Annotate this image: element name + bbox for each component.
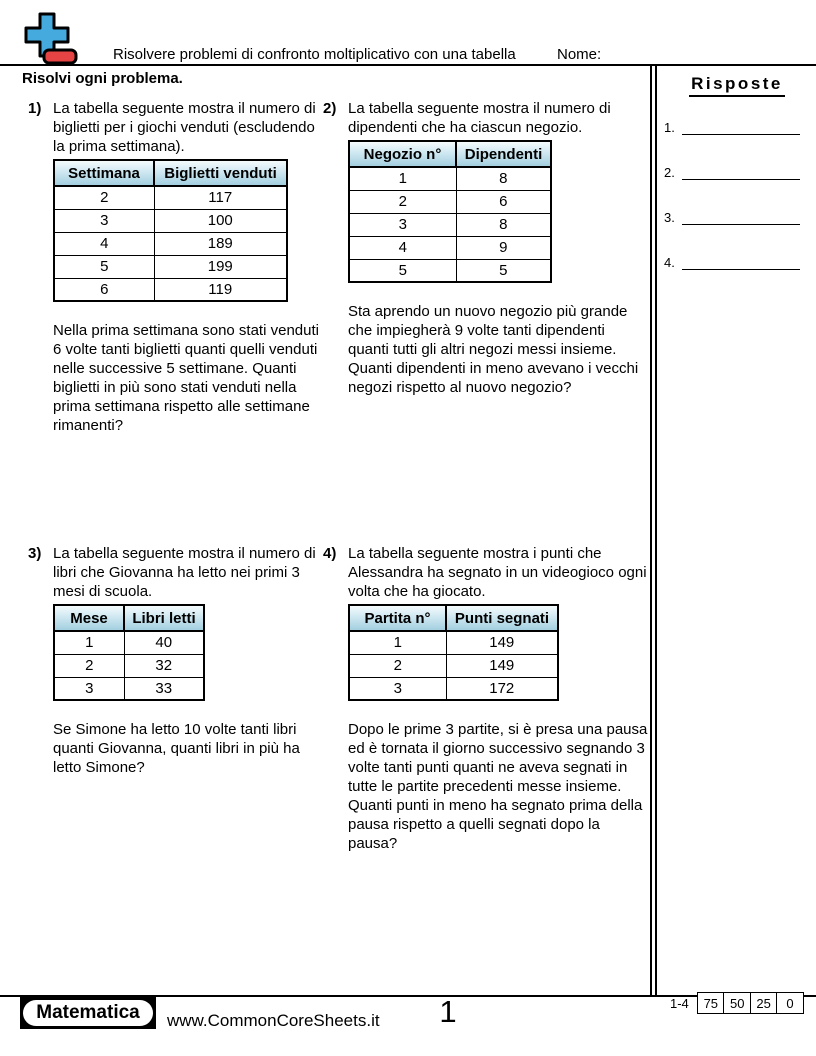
score-range-label: 1-4 <box>670 995 689 1011</box>
table-cell: 6 <box>54 278 154 301</box>
table-cell: 32 <box>124 654 204 677</box>
score-box-75: 75 <box>697 992 725 1014</box>
table-cell: 4 <box>349 236 456 259</box>
problem-1-question: Nella prima settimana sono stati venduti 6 volte tanti biglietti quanti quelli venduti nelle successive 5 settimane. Quanti biglietti in più sono stati venduti nella prima settimana rispetto alle settimane rimanenti? <box>53 322 319 434</box>
table-row <box>54 631 204 654</box>
table-cell: 1 <box>349 167 456 190</box>
problem-2-table <box>348 140 552 283</box>
table-cell: 189 <box>154 232 287 255</box>
problem-2 <box>323 99 648 397</box>
problem-1-intro: La tabella seguente mostra il numero di biglietti per i giochi venduti (escludendo la prima settimana). <box>53 100 316 155</box>
table-row <box>54 186 287 209</box>
table-cell: 119 <box>154 278 287 301</box>
brand-label: Matematica <box>23 1000 153 1026</box>
problem-2-number: 2) <box>323 100 337 117</box>
name-label: Nome: <box>557 46 602 63</box>
table-cell: 5 <box>349 259 456 282</box>
table-cell: 6 <box>456 190 551 213</box>
table-cell: 149 <box>446 631 558 654</box>
table-row <box>54 654 204 677</box>
table-header-row <box>54 160 287 186</box>
problem-1-table <box>53 159 288 302</box>
table-cell: 117 <box>154 186 287 209</box>
table-row <box>54 255 287 278</box>
table-header-row <box>349 605 558 631</box>
answer-item <box>664 180 814 225</box>
table-cell: 2 <box>54 186 154 209</box>
problem-2-question: Sta aprendo un nuovo negozio più grande che impiegherà 9 volte tanti dipendenti quanti tutti gli altri negozi messi insieme. Quanti dipendenti in meno avevano i vecchi negozi rispetto al nuovo negozio? <box>348 303 639 396</box>
table-cell: 2 <box>349 654 446 677</box>
commoncoresheets-logo <box>18 12 80 68</box>
score-area <box>670 992 804 1014</box>
answers-title: Risposte <box>689 74 785 97</box>
answer-number: 3. <box>664 210 675 225</box>
worksheet-title: Risolvere problemi di confronto moltiplicativo con una tabella <box>113 46 516 63</box>
table-cell: 149 <box>446 654 558 677</box>
table-cell: 33 <box>124 677 204 700</box>
content-answers-divider <box>650 66 657 995</box>
problem-3-question: Se Simone ha letto 10 volte tanti libri quanti Giovanna, quanti libri in più ha letto Simone? <box>53 721 300 776</box>
plus-minus-logo-icon <box>18 12 80 66</box>
website-url: www.CommonCoreSheets.it <box>167 1011 380 1030</box>
table-header-row <box>54 605 204 631</box>
page-number: 1 <box>439 994 457 1029</box>
table-cell: 4 <box>54 232 154 255</box>
answer-number: 4. <box>664 255 675 270</box>
table-row <box>349 631 558 654</box>
table-header-cell: Negozio n° <box>349 141 456 167</box>
problem-1 <box>28 99 324 435</box>
table-row <box>54 677 204 700</box>
score-box-0: 0 <box>776 992 804 1014</box>
problem-4-question: Dopo le prime 3 partite, si è presa una pausa ed è tornata il giorno successivo segnando 3 volte tanti punti quanti ne aveva segnati in tutte le partite precedenti messe insieme. Quanti punti in meno ha segnato prima della pausa rispetto a quelli segnati dopo la pausa? <box>348 721 648 852</box>
table-cell: 2 <box>54 654 124 677</box>
problem-3-table <box>53 604 205 701</box>
table-row <box>54 209 287 232</box>
table-header-cell: Libri letti <box>124 605 204 631</box>
table-cell: 3 <box>349 213 456 236</box>
answer-blank-line[interactable] <box>682 256 800 270</box>
answer-item <box>664 135 814 180</box>
table-row <box>349 167 551 190</box>
problem-3-number: 3) <box>28 545 42 562</box>
problem-3-intro: La tabella seguente mostra il numero di libri che Giovanna ha letto nei primi 3 mesi di scuola. <box>53 545 316 600</box>
table-cell: 172 <box>446 677 558 700</box>
score-box-50: 50 <box>723 992 751 1014</box>
table-cell: 5 <box>54 255 154 278</box>
table-cell: 5 <box>456 259 551 282</box>
table-cell: 9 <box>456 236 551 259</box>
table-row <box>349 190 551 213</box>
problem-4 <box>323 544 648 853</box>
table-header-cell: Dipendenti <box>456 141 551 167</box>
table-row <box>349 213 551 236</box>
table-row <box>349 236 551 259</box>
table-cell: 1 <box>349 631 446 654</box>
problem-1-number: 1) <box>28 100 42 117</box>
answers-sidebar <box>660 66 814 995</box>
table-header-cell: Partita n° <box>349 605 446 631</box>
answer-blank-line[interactable] <box>682 211 800 225</box>
table-header-cell: Mese <box>54 605 124 631</box>
answer-list <box>664 90 814 270</box>
table-row <box>54 278 287 301</box>
problem-2-intro: La tabella seguente mostra il numero di dipendenti che ha ciascun negozio. <box>348 100 611 136</box>
answer-number: 2. <box>664 165 675 180</box>
table-row <box>54 232 287 255</box>
table-cell: 1 <box>54 631 124 654</box>
table-cell: 40 <box>124 631 204 654</box>
table-cell: 3 <box>54 677 124 700</box>
table-cell: 3 <box>54 209 154 232</box>
instructions-text: Risolvi ogni problema. <box>22 70 183 87</box>
table-cell: 100 <box>154 209 287 232</box>
table-header-cell: Settimana <box>54 160 154 186</box>
table-header-cell: Punti segnati <box>446 605 558 631</box>
table-header-row <box>349 141 551 167</box>
table-cell: 8 <box>456 167 551 190</box>
table-row <box>349 259 551 282</box>
score-box-25: 25 <box>750 992 778 1014</box>
answer-blank-line[interactable] <box>682 166 800 180</box>
table-cell: 199 <box>154 255 287 278</box>
answer-number: 1. <box>664 120 675 135</box>
problem-4-number: 4) <box>323 545 337 562</box>
answer-blank-line[interactable] <box>682 121 800 135</box>
answer-item <box>664 90 814 135</box>
problem-3 <box>28 544 324 777</box>
table-cell: 3 <box>349 677 446 700</box>
table-cell: 8 <box>456 213 551 236</box>
problem-4-table <box>348 604 559 701</box>
problem-4-intro: La tabella seguente mostra i punti che Alessandra ha segnato in un videogioco ogni volta che ha giocato. <box>348 545 647 600</box>
table-row <box>349 677 558 700</box>
answer-item <box>664 225 814 270</box>
table-header-cell: Biglietti venduti <box>154 160 287 186</box>
matematica-logo <box>20 997 156 1029</box>
table-row <box>349 654 558 677</box>
table-cell: 2 <box>349 190 456 213</box>
